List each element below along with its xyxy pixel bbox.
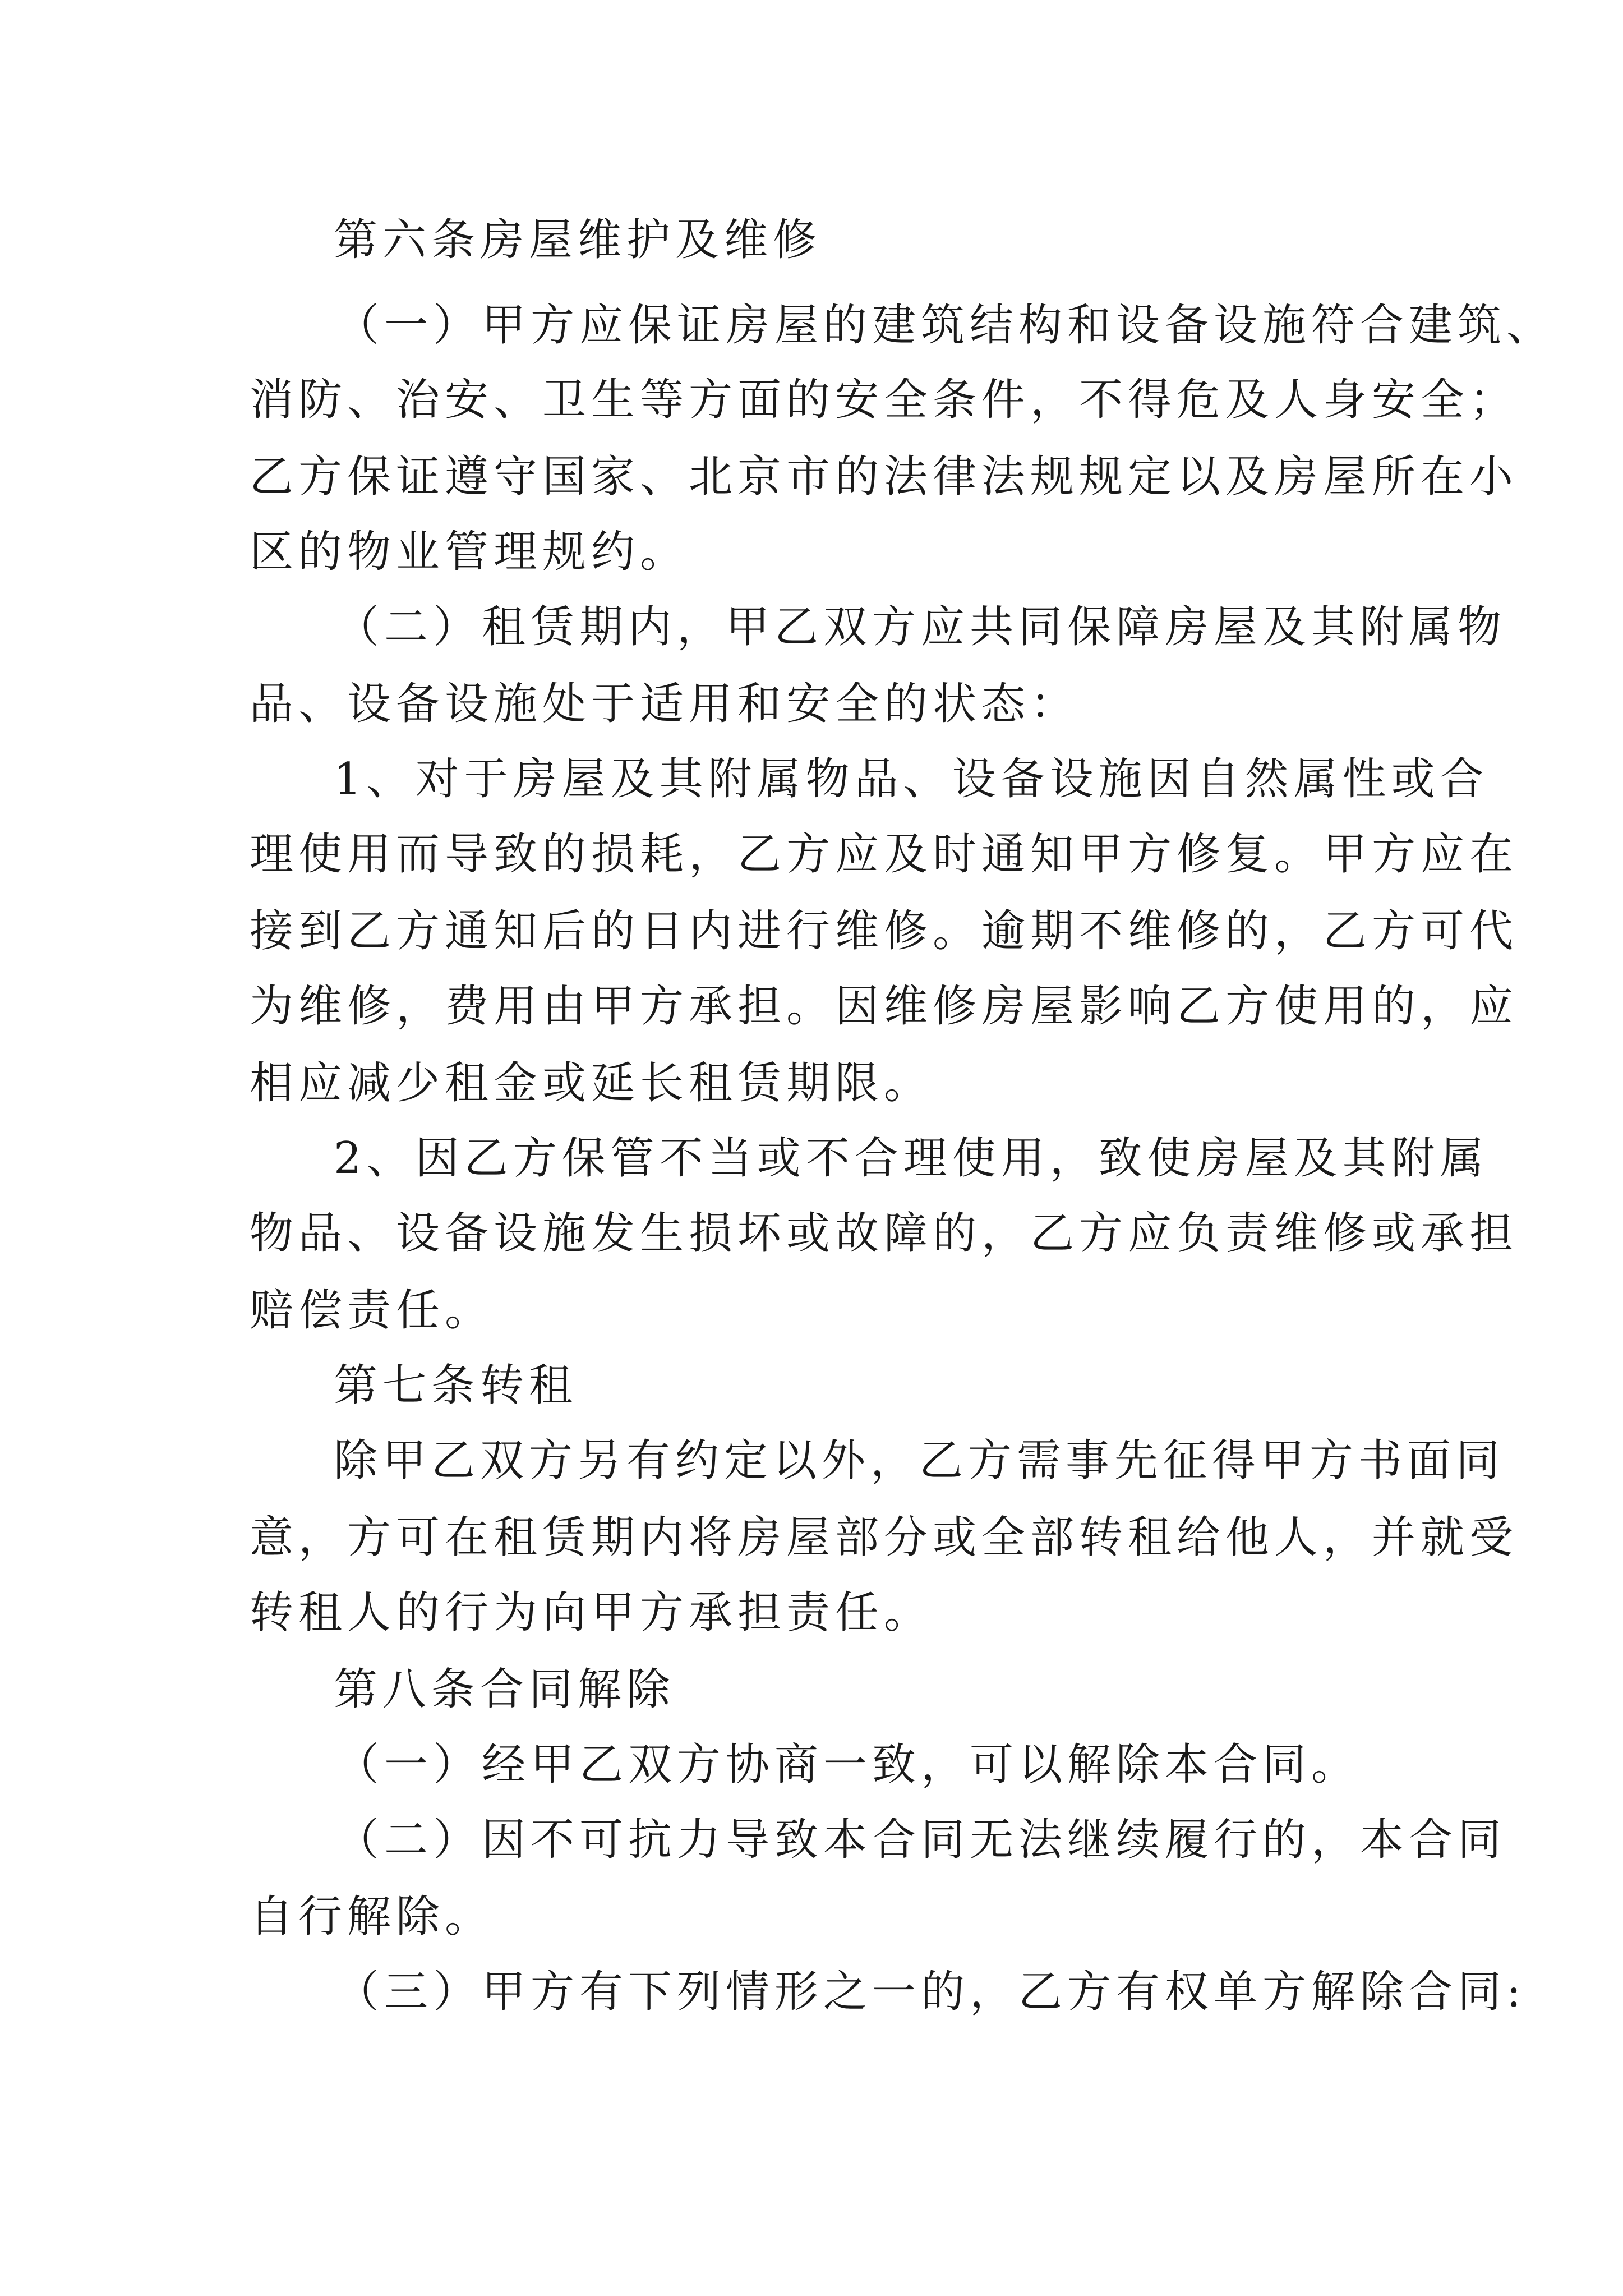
paragraph-line: 意，方可在租赁期内将房屋部分或全部转租给他人，并就受 [250, 1512, 1519, 1563]
paragraph-line: 除甲乙双方另有约定以外，乙方需事先征得甲方书面同 [334, 1435, 1505, 1486]
paragraph-line: 物品、设备设施发生损坏或故障的，乙方应负责维修或承担 [250, 1208, 1519, 1259]
paragraph-line: （一）经甲乙双方协商一致，可以解除本合同。 [335, 1740, 1361, 1790]
section-heading-6: 第六条房屋维护及维修 [334, 215, 822, 265]
paragraph-line: 2、因乙方保管不当或不合理使用，致使房屋及其附属 [334, 1133, 1489, 1184]
paragraph-line: 理使用而导致的损耗，乙方应及时通知甲方修复。甲方应在 [250, 829, 1519, 880]
paragraph-line: （三）甲方有下列情形之一的，乙方有权单方解除合同: [335, 1967, 1527, 2017]
paragraph-line: 1、对于房屋及其附属物品、设备设施因自然属性或合 [334, 754, 1489, 804]
section-heading-8: 第八条合同解除 [334, 1664, 676, 1715]
section-heading-7: 第七条转租 [334, 1360, 578, 1411]
paragraph-line: 消防、治安、卫生等方面的安全条件，不得危及人身安全； [250, 375, 1519, 425]
paragraph-line: 自行解除。 [250, 1892, 494, 1942]
paragraph-line: 乙方保证遵守国家、北京市的法律法规规定以及房屋所在小 [250, 452, 1519, 502]
paragraph-line: 接到乙方通知后的日内进行维修。逾期不维修的，乙方可代 [250, 906, 1519, 956]
paragraph-line: 区的物业管理规约。 [250, 527, 689, 577]
paragraph-line: （二）租赁期内，甲乙双方应共同保障房屋及其附属物 [335, 602, 1507, 652]
paragraph-line: 转租人的行为向甲方承担责任。 [250, 1588, 933, 1638]
paragraph-line: 赔偿责任。 [250, 1285, 494, 1336]
paragraph-line: （一）甲方应保证房屋的建筑结构和设备设施符合建筑、 [335, 300, 1556, 351]
paragraph-line: （二）因不可抗力导致本合同无法继续履行的，本合同 [335, 1815, 1507, 1865]
paragraph-line: 相应减少租金或延长租赁期限。 [250, 1058, 933, 1108]
paragraph-line: 为维修，费用由甲方承担。因维修房屋影响乙方使用的，应 [250, 981, 1519, 1032]
paragraph-line: 品、设备设施处于适用和安全的状态： [250, 679, 1080, 729]
